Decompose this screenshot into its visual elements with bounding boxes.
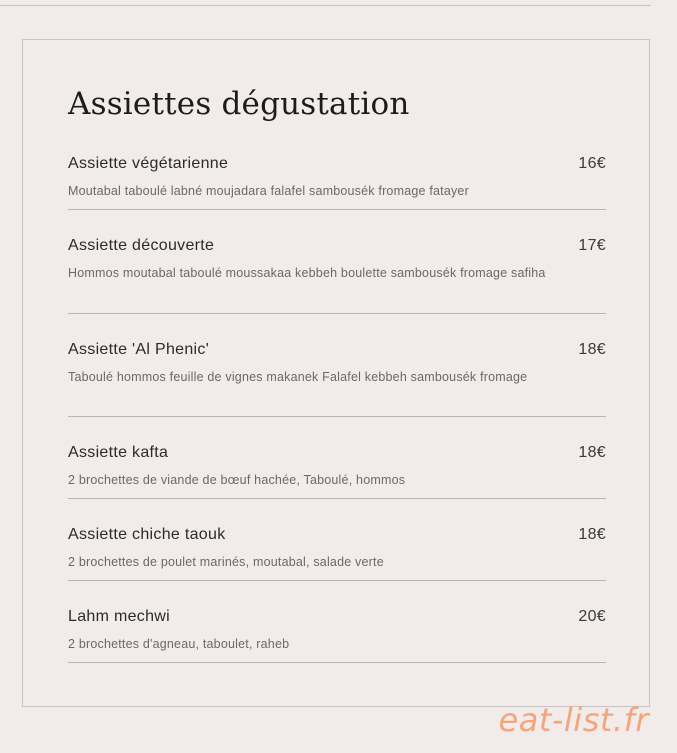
menu-item-description: 2 brochettes de viande de bœuf hachée, Taboulé, hommos [68,473,406,487]
menu-item-price: 16€ [578,155,606,172]
menu-item-name: Lahm mechwi [68,608,171,625]
menu-item-description: Taboulé hommos feuille de vignes makanek Falafel kebbeh sambousék fromage [68,370,528,384]
top-divider [0,5,651,6]
menu-item-price: 20€ [578,608,606,625]
menu-item-description: 2 brochettes de poulet marinés, moutabal, salade verte [68,555,384,569]
menu-item-description: Moutabal taboulé labné moujadara falafel sambousék fromage fatayer [68,184,469,198]
menu-item-price: 18€ [578,444,606,461]
menu-item-description: Hommos moutabal taboulé moussakaa kebbeh boulette sambousék fromage safiha [68,266,546,280]
menu-item [68,525,606,581]
menu-item-description: 2 brochettes d'agneau, taboulet, raheb [68,637,290,651]
menu-item-name: Assiette 'Al Phenic' [68,341,210,358]
menu-item [68,607,606,663]
menu-item-price: 17€ [578,237,606,254]
menu-item-name: Assiette végétarienne [68,155,229,172]
menu-item [68,443,606,499]
section-title: Assiettes dégustation [68,86,410,122]
menu-item-name: Assiette chiche taouk [68,526,226,543]
menu-item [68,154,606,210]
menu-item [68,236,606,314]
watermark-logo: eat-list.fr [498,701,649,739]
menu-item-price: 18€ [578,341,606,358]
menu-item-name: Assiette kafta [68,444,169,461]
menu-item [68,340,606,417]
menu-card [22,39,650,707]
menu-item-price: 18€ [578,526,606,543]
menu-item-name: Assiette découverte [68,237,215,254]
